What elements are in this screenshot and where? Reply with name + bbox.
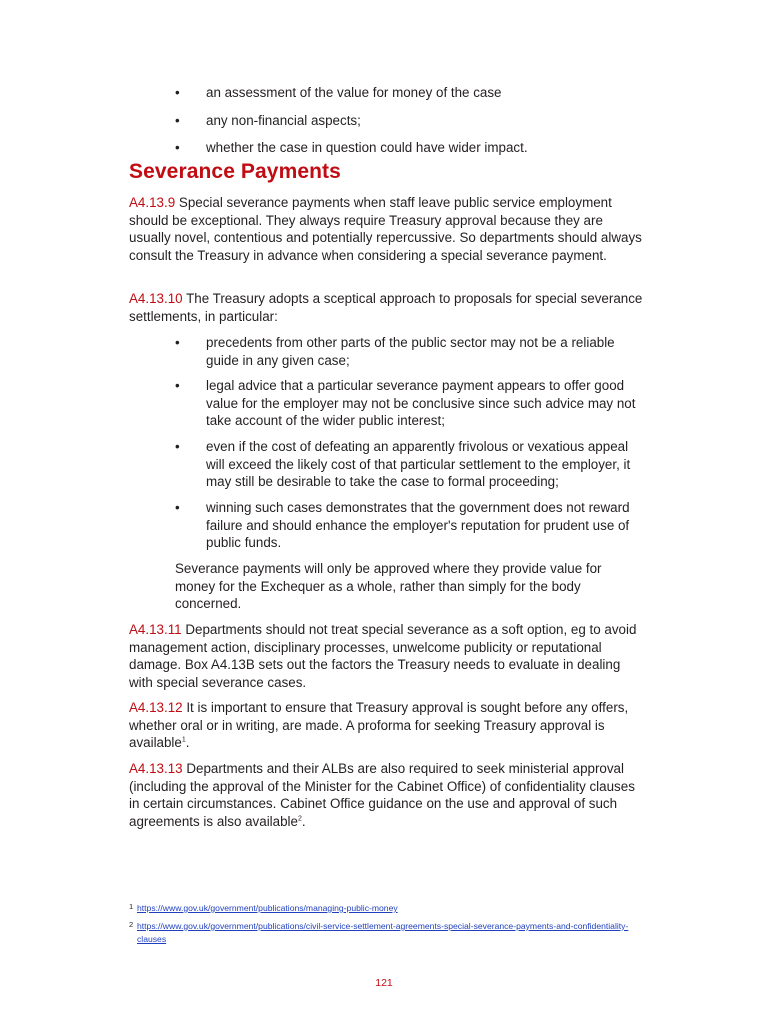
paragraph-text: It is important to ensure that Treasury approval is sought before any offers, whether oral or in writing, are made. A proforma for seeking Treasury approval is available	[129, 700, 629, 750]
bullet-marker: •	[175, 113, 180, 128]
bullet-marker: •	[175, 439, 180, 454]
footnote-reference[interactable]: 1	[181, 736, 186, 744]
paragraph-number: A4.13.13	[129, 761, 183, 776]
paragraph-number: A4.13.12	[129, 700, 183, 715]
intro-bullet-item	[175, 112, 645, 130]
footnote-link[interactable]: https://www.gov.uk/government/publications/managing-public-money	[137, 903, 398, 913]
paragraph-a4-13-11	[129, 621, 644, 691]
paragraph-tail: .	[185, 735, 190, 750]
intro-bullet-item	[175, 84, 645, 102]
sceptical-bullet-item	[175, 499, 645, 552]
paragraph-number: A4.13.10	[129, 291, 183, 306]
bullet-marker: •	[175, 378, 180, 393]
footnote-link[interactable]: https://www.gov.uk/government/publications/civil-service-settlement-agreements-special-severance-payments-and-confidentiality-clauses	[137, 921, 629, 944]
paragraph-text: Departments and their ALBs are also required to seek ministerial approval (including the approval of the Minister for the Cabinet Office) of confidentiality clauses in certain circumstances. Cabinet Office guidance on the use and approval of such agreements is also available	[129, 761, 635, 829]
paragraph-text: Departments should not treat special severance as a soft option, eg to avoid management action, disciplinary processes, unwelcome publicity or reputational damage. Box A4.13B sets out the factors the Treasury needs to evaluate in dealing with special severance cases.	[129, 622, 637, 690]
indented-note: Severance payments will only be approved where they provide value for money for the Exchequer as a whole, rather than simply for the body concerned.	[175, 561, 602, 611]
intro-bullet-item	[175, 139, 645, 157]
footnote-number: 2	[129, 920, 134, 929]
paragraph-text: Special severance payments when staff leave public service employment should be exceptional. They always require Treasury approval because they are usually novel, contentious and potentially repercussive. So departments should always consult the Treasury in advance when considering a special severance payment.	[129, 195, 642, 263]
paragraph-number: A4.13.11	[129, 622, 182, 637]
paragraph-text: The Treasury adopts a sceptical approach to proposals for special severance settlements, in particular:	[129, 291, 643, 324]
sceptical-bullet-item	[175, 377, 645, 430]
bullet-text: legal advice that a particular severance payment appears to offer good value for the employer may not be conclusive since such advice may not take account of the wider public interest;	[206, 378, 636, 428]
paragraph-a4-13-10	[129, 290, 644, 325]
bullet-text: an assessment of the value for money of the case	[206, 85, 502, 100]
footnote-number: 1	[129, 902, 134, 911]
paragraph-a4-13-12	[129, 699, 644, 752]
page-number: 121	[375, 977, 393, 989]
bullet-text: winning such cases demonstrates that the government does not reward failure and should enhance the employer's reputation for prudent use of public funds.	[206, 500, 630, 550]
bullet-marker: •	[175, 500, 180, 515]
bullet-text: whether the case in question could have wider impact.	[206, 140, 528, 155]
paragraph-a4-13-13	[129, 760, 644, 830]
paragraph-number: A4.13.9	[129, 195, 176, 210]
bullet-text: precedents from other parts of the public sector may not be a reliable guide in any given case;	[206, 335, 615, 368]
footnote-reference[interactable]: 2	[297, 815, 302, 823]
bullet-marker: •	[175, 85, 180, 100]
paragraph-a4-13-9	[129, 194, 644, 264]
bullet-marker: •	[175, 335, 180, 350]
sceptical-bullet-item	[175, 438, 645, 491]
footnote-item	[129, 902, 649, 915]
paragraph-tail: .	[301, 813, 306, 829]
section-heading: Severance Payments	[129, 160, 341, 183]
bullet-marker: •	[175, 140, 180, 155]
footnote-item	[129, 920, 649, 946]
bullet-text: any non-financial aspects;	[206, 113, 361, 128]
bullet-text: even if the cost of defeating an apparently frivolous or vexatious appeal will exceed the likely cost of that particular settlement to the employer, it may still be desirable to take the case to formal proceeding;	[206, 439, 631, 489]
sceptical-bullet-item	[175, 334, 645, 369]
